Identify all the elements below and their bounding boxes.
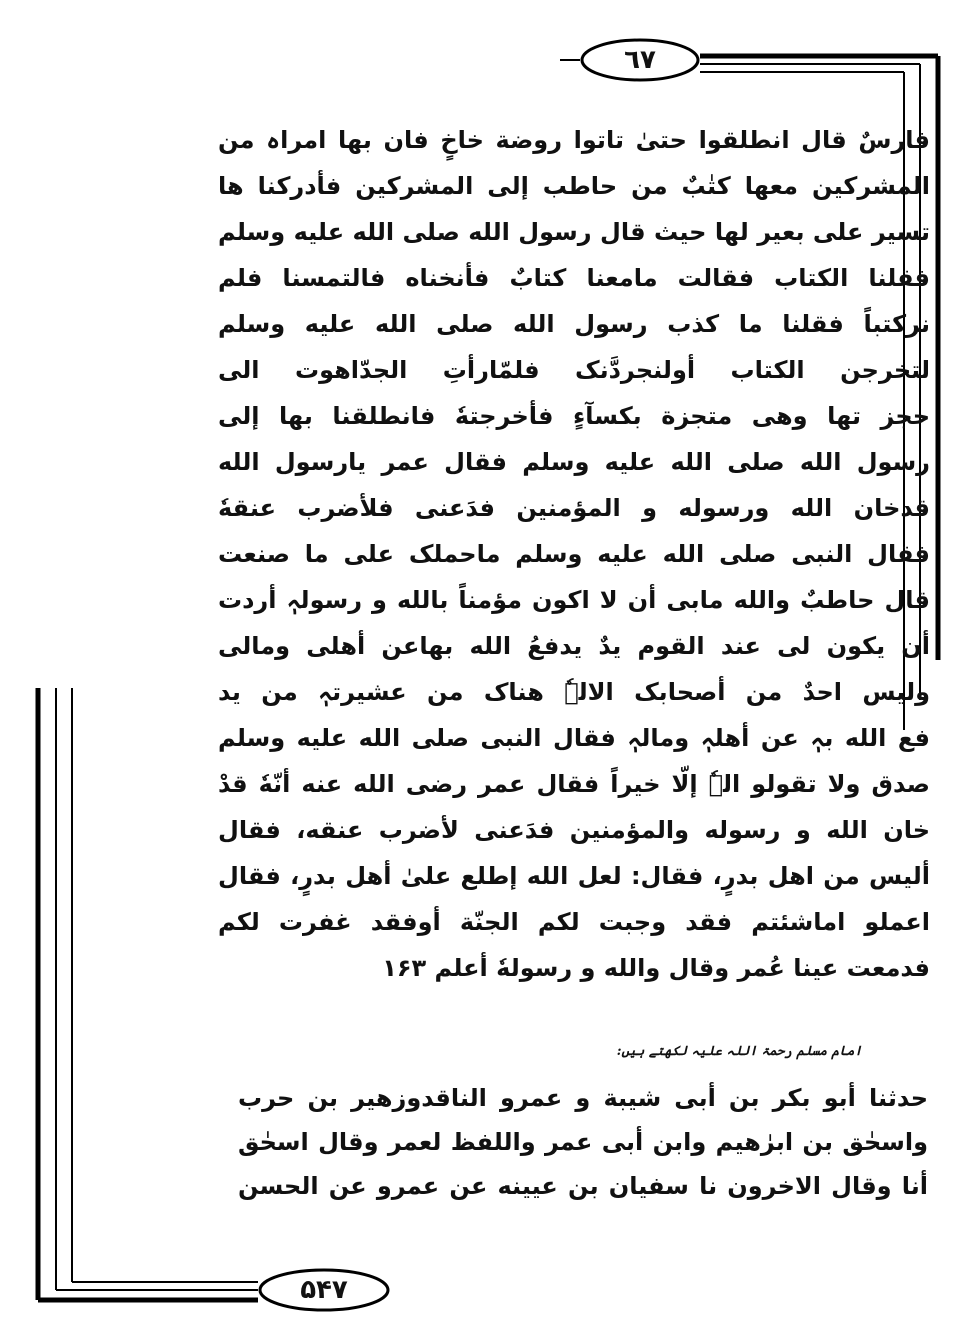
text-line: لتخرجن الکتاب أولنجردَّنک فلمّارأتِ الجدّاهوت الی (218, 356, 930, 384)
main-arabic-paragraph (218, 118, 930, 1018)
text-line: خان الله و رسوله والمؤمنین فدَعنی لأضرب عنقه، فقال (218, 816, 930, 844)
text-line: حجز تها وهی متجزة بکسآءٍ فأخرجتهٗ فانطلقنا بها إلی (218, 402, 930, 430)
text-line: أن یکون لی عند القوم یدٌ یدفعُ الله بهاعن أهلی ومالی (218, 632, 930, 660)
text-line: صدق ولا تقولو الہٗ إلّا خیراً فقال عمر رضی الله عنه أنّهٗ قدْ (218, 770, 930, 798)
text-line: رسول الله صلی الله علیه وسلم فقال عمر یارسول الله (218, 448, 930, 476)
text-line: قال حاطبٌ والله مابی أن لا اکون مؤمناً بالله و رسولہٖ أردت (218, 586, 930, 614)
text-line: فقلنا الکتاب فقالت مامعنا کتابٌ فأنخناه فالتمسنا فلم (218, 264, 930, 292)
text-line: نرکتباً فقلنا ما کذب رسول الله صلی الله علیه وسلم (218, 310, 930, 338)
text-line: فع الله بہٖ عن أهلہٖ ومالہٖ فقال النبی صلی الله علیه وسلم (218, 724, 930, 752)
text-line: فقال النبی صلی الله علیه وسلم ماحملک علی ما صنعت (218, 540, 930, 568)
text-line: واسحٰق بن ابرٰهیم وابن أبی عمر واللفظ لعمر وقال اسحٰق (238, 1128, 928, 1156)
text-line: فارسٌ قال انطلقوا حتیٰ تاتوا روضة خاخٍ فان بها امراہ من (218, 126, 930, 154)
top-page-number: ٦٧ (624, 45, 656, 75)
text-line: اعملو اماشئتم فقد وجبت لکم الجنّة أوفقد غفرت لکم (218, 908, 930, 936)
text-line: تسیر علی بعیر لها حیث قال رسول الله صلی الله علیه وسلم (218, 218, 930, 246)
text-line: ولیس احدٌ من أصحابک الالہٗ هناک من عشیرتہٖ من ید (218, 678, 930, 706)
text-line: حدثنا أبو بکر بن أبی شیبة و عمرو الناقدوزهیر بن حرب (238, 1084, 928, 1112)
bottom-page-number: ۵۴٧ (300, 1275, 348, 1305)
text-line-last: فدمعت عینا عُمر وقال والله و رسولهٗ أعلم ۱۶۳ (382, 954, 930, 982)
text-line: أنا وقال الاخرون نا سفیان بن عیینه عن عمرو عن الحسن (238, 1172, 928, 1200)
text-line: قدخان الله ورسوله و المؤمنین فدَعنی فلأضرب عنقهٗ (218, 494, 930, 522)
second-arabic-paragraph (238, 1076, 928, 1206)
urdu-section-heading: امام مسلم رحمۃ اللہ علیہ لکھتے ہیں: (616, 1044, 862, 1059)
text-line: ألیس من اهل بدرٍ، فقال: لعل الله إطلع علیٰ أهل بدرٍ، فقال (218, 862, 930, 890)
text-line: المشرکین معها کتٰبٌ من حاطب إلی المشرکین فأدرکنا ھا (218, 172, 930, 200)
